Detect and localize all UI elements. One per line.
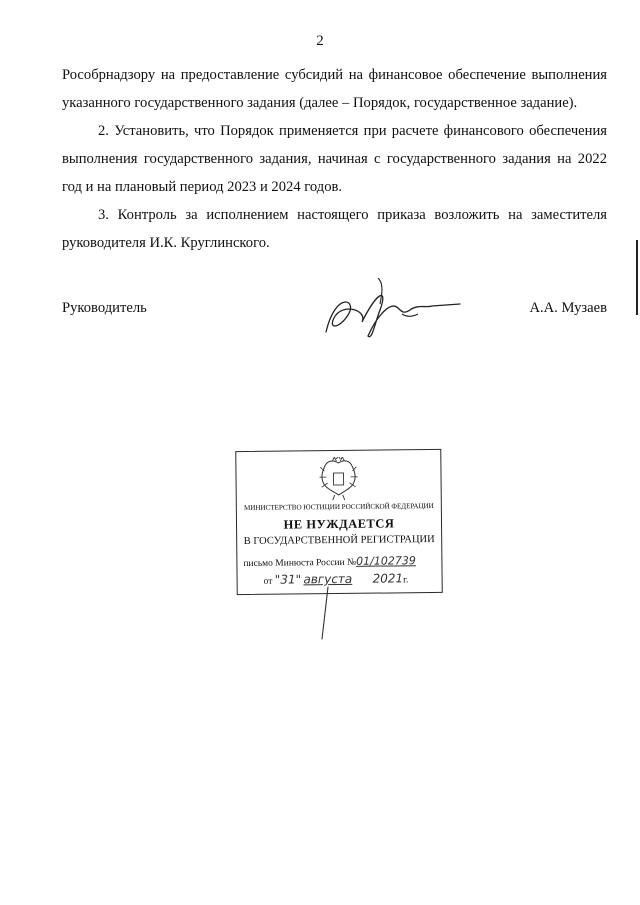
stamp-date-prefix: от: [263, 576, 273, 587]
double-headed-eagle-emblem: [318, 457, 358, 501]
stamp-letter-number: 01/102739: [356, 554, 416, 568]
signatory-role: Руководитель: [62, 300, 147, 316]
stamp-ministry: МИНИСТЕРСТВО ЮСТИЦИИ РОССИЙСКОЙ ФЕДЕРАЦИИ: [243, 502, 434, 512]
paragraph-continuation: Рособрнадзору на предоставление субсидий на финансовое обеспечение выполнения указанного государственного задания (далее – Порядок, государственное задание).: [62, 67, 607, 111]
registration-stamp: [235, 449, 442, 595]
paragraph-item-2: 2. Установить, что Порядок применяется при расчете финансового обеспечения выполнения государственного задания, начиная с государственного задания на 2022 год и на плановый период 2023 и 2024 годов.: [62, 123, 607, 195]
paragraph-item-3: 3. Контроль за исполнением настоящего приказа возложить на заместителя руководителя И.К. Круглинского.: [62, 207, 607, 251]
stamp-letter-prefix: письмо Минюста России №: [243, 557, 357, 570]
stamp-date-day: "31": [274, 572, 302, 587]
stamp-date-year: 2021: [372, 571, 404, 586]
stamp-date-month: августа: [303, 571, 353, 587]
stamp-date-suffix: г.: [403, 575, 409, 586]
stamp-letter-line: [243, 554, 416, 569]
signatory-name: А.А. Музаев: [529, 300, 607, 316]
handwritten-signature: [318, 270, 468, 350]
page-number: 2: [316, 33, 324, 49]
handwritten-stroke: [310, 585, 340, 645]
stamp-subline: В ГОСУДАРСТВЕННОЙ РЕГИСТРАЦИИ: [243, 533, 435, 547]
stamp-headline: НЕ НУЖДАЕТСЯ: [283, 516, 395, 532]
scan-edge-mark: [636, 240, 638, 315]
